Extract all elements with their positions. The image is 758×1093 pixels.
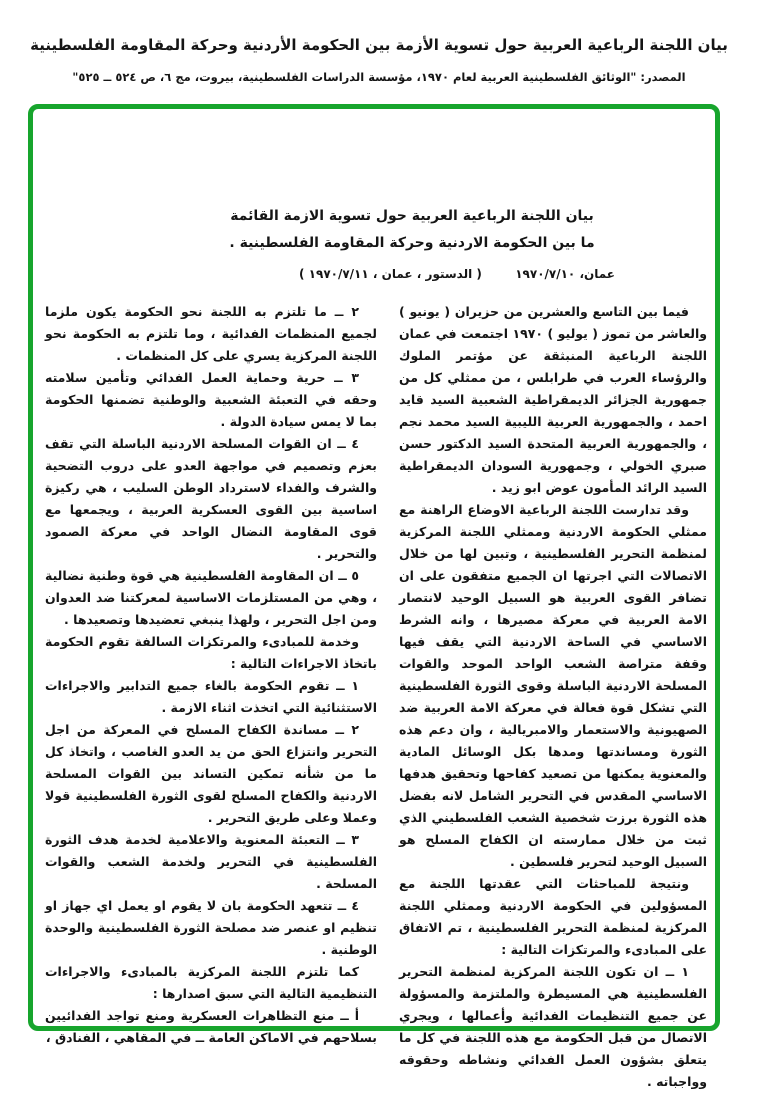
paragraph: ٢ ــ مساندة الكفاح المسلح في المعركة من اجل التحرير وانتزاع الحق من يد العدو الغاصب ، واتخاذ كل ما من شأنه تمكين التساند بين القوات المسلحة الاردنية والكفاح المسلح لقوى الثورة الفلسطينية قولا وعملا وعلى طريق التحرير . (45, 722, 377, 825)
paragraph: ونتيجة للمباحثات التي عقدتها اللجنة مع المسؤولين في الحكومة الاردنية وممثلي اللجنة المركزية لمنظمة التحرير الفلسطينية ، تم الاتفاق على المبادىء والمرتكزات التالية : (399, 876, 707, 957)
paragraph: ٣ ــ حرية وحماية العمل الفدائي وتأمين سلامته وحقه في التعبئة الشعبية والوطنية تضمنها الحكومة بما لا يمس سيادة الدولة . (45, 370, 377, 429)
dateline-source-ref: ( الدستور ، عمان ، ١٩٧٠/٧/١١ ) (299, 267, 482, 281)
header-title: بيان اللجنة الرباعية العربية حول تسوية الأزمة بين الحكومة الأردنية وحركة المقاومة الفلسطينية (30, 36, 728, 54)
column-right (399, 301, 707, 1093)
paragraph: ٤ ــ تتعهد الحكومة بان لا يقوم او يعمل اي جهاز او تنظيم او عنصر ضد مصلحة الثورة الفلسطينية والوحدة الوطنية . (45, 898, 377, 957)
document-title-line1: بيان اللجنة الرباعية العربية حول تسوية الازمة القائمة (230, 208, 594, 224)
column-left (45, 301, 377, 1049)
paragraph: وخدمة للمبادىء والمرتكزات السالفة تقوم الحكومة باتخاذ الاجراءات التالية : (45, 634, 377, 671)
paragraph: ٥ ــ ان المقاومة الفلسطينية هي قوة وطنية نضالية ، وهي من المستلزمات الاساسية لمعركتنا ضد العدوان ومن اجل التحرير ، ولهذا ينبغي تعضيدها وتصعيدها . (45, 568, 377, 627)
paragraph: ٢ ــ ما تلتزم به اللجنة نحو الحكومة يكون ملزما لجميع المنظمات الفدائية ، وما تلتزم به الحكومة نحو اللجنة المركزية يسري على كل المنظمات . (45, 304, 377, 363)
paragraph: ١ ــ تقوم الحكومة بالغاء جميع التدابير والاجراءات الاستثنائية التي اتخذت اثناء الازمة . (45, 678, 377, 715)
paragraph: كما تلتزم اللجنة المركزية بالمبادىء والاجراءات التنظيمية التالية التي سبق اصدارها : (45, 964, 377, 1001)
paragraph: وقد تدارست اللجنة الرباعية الاوضاع الراهنة مع ممثلي الحكومة الاردنية وممثلي اللجنة المركزية لمنظمة التحرير الفلسطينية ، وتبين لها من خلال الاتصالات التي اجرتها ان الجميع متفقون على ان تضافر القوى العربية هو السبيل الوحيد لانتصار الامة العربية في معركة مصيرها ، وانه الشرط الاساسي في الساحة الاردنية التي يقف فيها وقفة متراصة الشعب الواحد الموحد والقوات المسلحة الاردنية الباسلة وقوى الثورة الفلسطينية التي تشكل قوة فعالة في معركة الامة العربية ضد الصهيونية والاستعمار والامبريالية ، وان دعم هذه الثورة ومساندتها ومدها بكل الوسائل المادية والمعنوية يمكنها من تصعيد كفاحها وتحقيق هدفها الاساسي المقدس في التحرير الشامل لانه بفضل هذه الثورة برزت شخصية الشعب الفلسطيني الذي ثبت من خلال ممارسته ان الكفاح المسلح هو السبيل الوحيد لتحرير فلسطين . (399, 502, 707, 869)
page-border (28, 104, 720, 1089)
header-source-citation: المصدر: "الوثائق الفلسطينية العربية لعام ١٩٧٠، مؤسسة الدراسات الفلسطينية، بيروت، مج ٦، ص ٥٢٤ ــ ٥٢٥" (72, 70, 686, 84)
dateline (299, 267, 615, 281)
paragraph: فيما بين التاسع والعشرين من حزيران ( يونيو ) والعاشر من تموز ( يوليو ) ١٩٧٠ اجتمعت في عمان اللجنة الرباعية المنبثقة عن مؤتمر الملوك والرؤساء العرب في طرابلس ، من ممثلي كل من جمهورية الجزائر الديمقراطية الشعبية السيد قايد احمد ، والجمهورية العربية الليبية السيد محمد نجم ، والجمهورية العربية المتحدة السيد الدكتور حسن صبري الخولي ، وجمهورية السودان الديمقراطية السيد الرائد المأمون عوض ابو زيد . (399, 304, 707, 495)
dateline-place-date: عمان، ١٩٧٠/٧/١٠ (515, 267, 615, 281)
document-title-line2: ما بين الحكومة الاردنية وحركة المقاومة الفلسطينية . (229, 235, 595, 251)
paragraph: ٣ ــ التعبئة المعنوية والاعلامية لخدمة هدف الثورة الفلسطينية في التحرير ولخدمة الشعب والقوات المسلحة . (45, 832, 377, 891)
paragraph: أ ــ منع التظاهرات العسكرية ومنع تواجد الفدائيين بسلاحهم في الاماكن العامة ــ في المقاهي ، الفنادق ، (45, 1008, 377, 1045)
document-title (221, 203, 603, 257)
paragraph: ٤ ــ ان القوات المسلحة الاردنية الباسلة التي تقف بعزم وتصميم في مواجهة العدو على دروب التضحية والشرف والفداء لاسترداد الوطن السليب ، هي ركيزة اساسية بين القوى العسكرية العربية ، ويجمعها مع قوى المقاومة النضال الواحد في معركة الصمود والتحرير . (45, 436, 377, 561)
paragraph: ١ ــ ان تكون اللجنة المركزية لمنظمة التحرير الفلسطينية هي المسيطرة والملتزمة والمسؤولة عن جميع التنظيمات الفدائية وأعمالها ، ويجري الاتصال من قبل الحكومة مع هذه اللجنة في كل ما يتعلق بشؤون العمل الفدائي ونشاطه وحقوقه وواجباته . (399, 964, 707, 1089)
